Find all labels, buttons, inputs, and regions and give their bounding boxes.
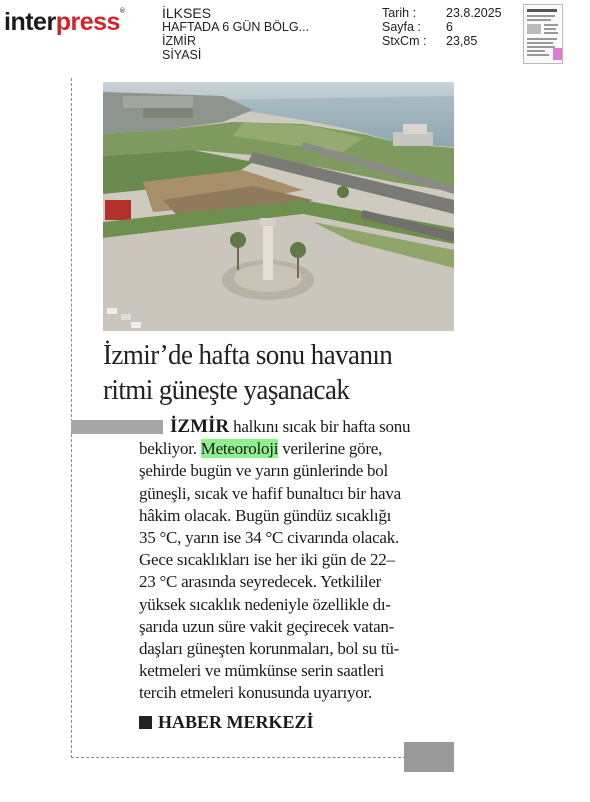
headline-line-2: ritmi güneşte yaşanacak <box>103 374 350 406</box>
date-label: Tarih : <box>382 6 417 20</box>
body-line: güneşli, sıcak ve hafif bunaltıcı bir hava <box>139 483 401 503</box>
stxcm-value: 23,85 <box>446 34 478 48</box>
byline-square-icon <box>139 716 152 729</box>
page-value: 6 <box>446 20 453 34</box>
stxcm-label: StxCm : <box>382 34 427 48</box>
body-line: tercih etmeleri konusunda uyarıyor. <box>139 683 372 703</box>
article-photo <box>103 82 454 331</box>
body-line: ketmeleri ve mümkünse serin saatleri <box>139 661 384 681</box>
body-line: şehirde bugün ve yarın günlerinde bol <box>139 461 388 481</box>
body-line: şarıda uzun süre vakit geçirecek vatan- <box>139 616 395 636</box>
article-body <box>139 416 455 705</box>
publication-name: İLKSES <box>162 5 212 21</box>
article-headline <box>103 338 438 408</box>
publication-edition: HAFTADA 6 GÜN BÖLG... <box>162 20 310 34</box>
page-label: Sayfa : <box>382 20 421 34</box>
clipping-border-left <box>71 78 72 758</box>
body-line: hâkim olacak. Bugün gündüz sıcaklığı <box>139 505 392 525</box>
body-line: yüksek sıcaklık nedeniyle özellikle dı- <box>139 594 391 614</box>
corner-marker-block <box>404 742 454 772</box>
highlighted-keyword: Meteoroloji <box>200 439 279 459</box>
headline-line-1: İzmir’de hafta sonu havanın <box>103 339 393 371</box>
clipping-meta <box>382 6 502 48</box>
body-line: Gece sıcaklıkları ise her iki gün de 22– <box>139 550 395 570</box>
page-thumbnail[interactable] <box>523 4 563 64</box>
body-line: bekliyor. Meteoroloji verilerine göre, <box>139 439 383 459</box>
body-line: İZMİR halkını sıcak bir hafta sonu <box>170 416 411 437</box>
publication-city: İZMİR <box>162 34 197 48</box>
publication-info <box>162 6 309 62</box>
article-byline: HABER MERKEZİ <box>139 712 314 733</box>
body-line: daşları güneşten korunmaları, bol su tü- <box>139 639 400 659</box>
publication-category: SİYASİ <box>162 48 202 62</box>
clipping-border-bottom <box>71 757 411 758</box>
body-line: 23 °C arasında seyredecek. Yetkililer <box>139 572 382 592</box>
body-line: 35 °C, yarın ise 34 °C civarında olacak. <box>139 528 399 548</box>
date-value: 23.8.2025 <box>446 6 502 20</box>
clipping-location-marker <box>553 48 562 60</box>
lead-word: İZMİR <box>170 416 230 437</box>
interpress-logo: interpress® <box>4 8 125 36</box>
